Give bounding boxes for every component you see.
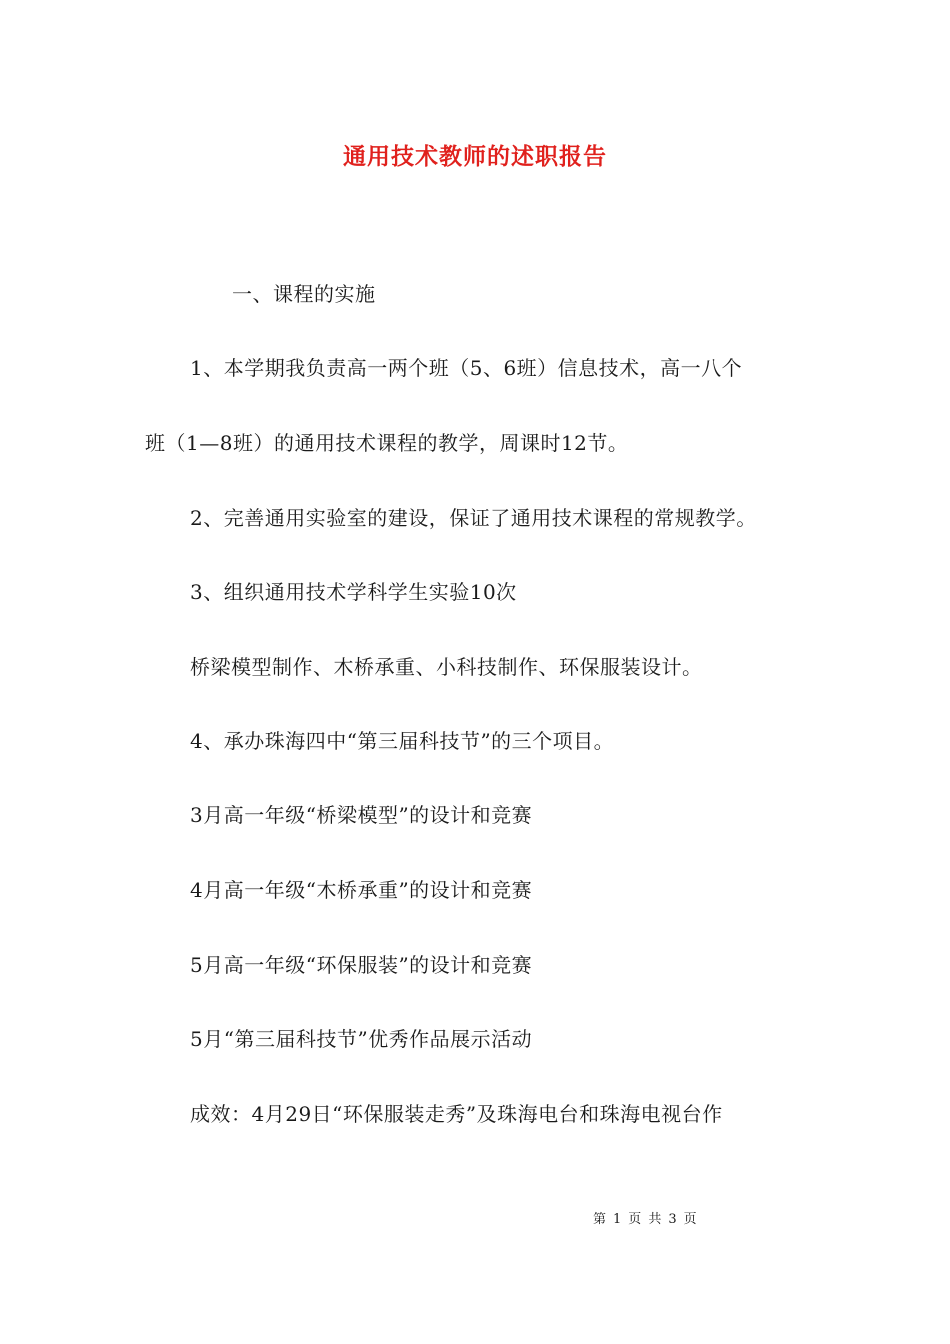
- footer-page-number: 1: [613, 1212, 623, 1227]
- paragraph-line: 班（1—8班）的通用技术课程的教学，周课时12节。: [145, 431, 629, 455]
- footer-di: 第: [593, 1212, 608, 1227]
- page-footer: [590, 1208, 701, 1227]
- paragraph-line: 成效：4月29日“环保服装走秀”及珠海电台和珠海电视台作: [190, 1102, 723, 1126]
- paragraph-line: 桥梁模型制作、木桥承重、小科技制作、环保服装设计。: [190, 655, 703, 679]
- paragraph-line: 5月“第三届科技节”优秀作品展示活动: [190, 1027, 533, 1051]
- paragraph-line: 5月高一年级“环保服装”的设计和竞赛: [190, 953, 533, 977]
- section-heading: 一、课程的实施: [232, 282, 376, 306]
- paragraph-line: 4月高一年级“木桥承重”的设计和竞赛: [190, 878, 533, 902]
- footer-total-pages: 3: [668, 1212, 678, 1227]
- document-title: 通用技术教师的述职报告: [343, 143, 607, 170]
- footer-ye: 页: [628, 1212, 643, 1227]
- paragraph-line: 3、组织通用技术学科学生实验10次: [190, 580, 517, 604]
- paragraph-line: 4、承办珠海四中“第三届科技节”的三个项目。: [190, 729, 615, 753]
- paragraph-line: 2、完善通用实验室的建设，保证了通用技术课程的常规教学。: [190, 506, 757, 530]
- paragraph-line: 1、本学期我负责高一两个班（5、6班）信息技术，高一八个: [190, 356, 743, 380]
- footer-ye: 页: [683, 1212, 698, 1227]
- paragraph-line: 3月高一年级“桥梁模型”的设计和竞赛: [190, 803, 533, 827]
- footer-gong: 共: [648, 1212, 663, 1227]
